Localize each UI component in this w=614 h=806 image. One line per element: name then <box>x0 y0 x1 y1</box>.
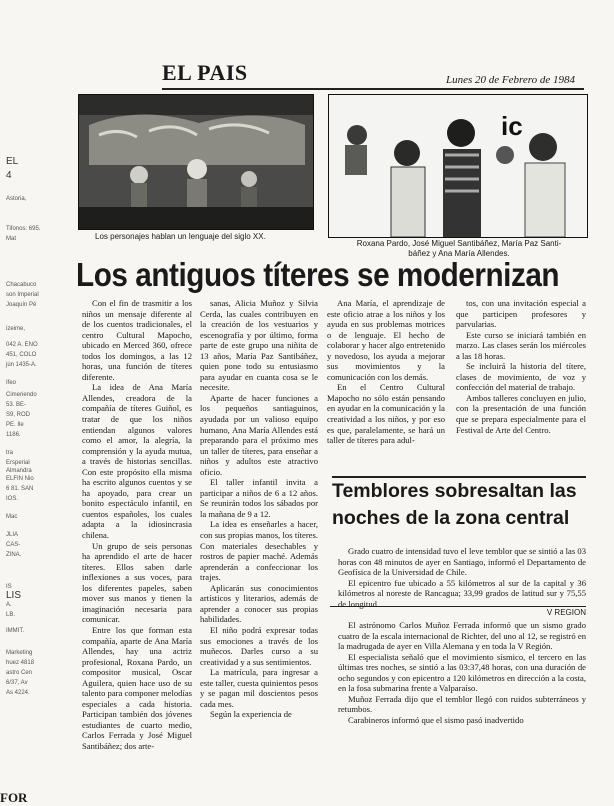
paragraph: Carabineros informó que el sismo pasó inadvertido <box>348 714 524 725</box>
paragraph: Ana María, el aprendizaje de este oficio atrae a los niños y los ayuda en sus problemas motrices o de lenguaje. El hecho de colaborar y hacer algo entretenido y novedoso, los ayuda a mejorar sus movimientos y la comunicación con los demás. <box>327 298 445 382</box>
left-strip-fragment: Astoria, <box>6 196 27 202</box>
left-strip-fragment: Tifonos: 695. <box>6 226 41 232</box>
left-strip-fragment: ZINA. <box>6 552 22 558</box>
left-strip-fragment: IS <box>6 584 12 590</box>
dateline: Lunes 20 de Febrero de 1984 <box>446 74 576 86</box>
quake-headline-line-1: Temblores sobresaltan las <box>332 480 577 502</box>
left-strip-fragment: 53. BE- <box>6 402 27 408</box>
article-column-3 <box>327 298 445 446</box>
paragraph: Muñoz Ferrada dijo que el temblor llegó con ruidos subterráneos y retumbos. <box>338 693 586 715</box>
left-strip-fragment: astro Cen <box>6 670 33 676</box>
left-strip-fragment: 042 A. ENO <box>6 342 38 348</box>
right-caption-line-2: báñez y Ana María Allendes. <box>408 249 510 258</box>
left-strip-fragment: jún 1435-A. <box>6 362 37 368</box>
left-strip-fragment: EL <box>6 156 19 167</box>
article-column-1 <box>82 298 192 752</box>
paragraph: Aplicarán sus conocimientos artísticos y literarios, además de aprender a conocer sus propias habilidades. <box>200 582 318 625</box>
left-strip-fragment: 6 81. SAN <box>6 486 34 492</box>
left-strip-fragment: huez 4818 <box>6 660 35 666</box>
section-label-v-region: V REGION <box>330 606 586 617</box>
right-caption-line-1: Roxana Pardo, José Miguel Santibáñez, María Paz Santi- <box>356 239 562 248</box>
left-strip-fragment: Joaquín Pé <box>6 302 37 308</box>
paragraph: Con el fin de trasmitir a los niños un mensaje diferente al de los cuentos tradicionales, el centro Cultural Mapocho, ubicado en Merced 360, ofrece todos los domingos, a las 12 horas, una función de títeres diferente. <box>82 298 192 382</box>
left-strip-fragment: Chacabuco <box>6 282 37 288</box>
left-strip-fragment: Ersperial <box>6 460 30 466</box>
left-strip-fragment: As 4224. <box>6 690 30 696</box>
masthead: EL PAIS <box>162 60 248 85</box>
left-strip-fragment: Marketing <box>6 650 33 656</box>
article-headline: Los antiguos títeres se modernizan <box>76 256 560 293</box>
quake-lead <box>338 546 586 609</box>
paragraph: Aparte de hacer funciones a los pequeños santiaguinos, ayudada por un valioso equipo humano, Ana María Allendes está preparando para el próximo mes un taller de títeres, para enseñar a niños y adultos este atractivo oficio. <box>200 392 318 477</box>
left-strip-fragment: 4 <box>6 170 12 181</box>
left-strip-fragment: PE. Ile <box>6 422 24 428</box>
paragraph: Un grupo de seis personas ha aprendido el arte de hacer títeres. Ellos saben darle inflexiones a sus voces, para los diferentes papeles, saben mover sus manos y tienen la imaginación necesaria para comunicar. <box>82 540 192 625</box>
paragraph: En el Centro Cultural Mapocho no sólo están pensando en ayudar en la comunicación y la creatividad a los niños, y por eso es que, paralelamente, se hará un taller de títeres para adul- <box>327 382 445 446</box>
left-photo-caption: Los personajes hablan un lenguaje del siglo XX. <box>95 232 266 241</box>
left-strip-fragment: Ifeo <box>6 380 17 386</box>
puppet-show-photo <box>78 94 314 230</box>
article-column-2 <box>200 298 318 720</box>
left-strip-fragment: JLIA <box>6 532 19 538</box>
paragraph: El especialista señaló que el movimiento sísmico, el tercero en las últimas tres noches, se sintió a las 03:37,48 horas, con una duración de ocho segundos y con epicentro a 120 kilómetros en dirección a la costa, en la fosa submarina frente a Valparaíso. <box>338 651 586 694</box>
troupe-members-photo <box>328 94 588 238</box>
paragraph: El taller infantil invita a participar a niños de 6 a 12 años. Se reunirán todos los sábados por la mañana de 9 a 12. <box>200 477 318 519</box>
left-strip-fragment: Mac <box>6 514 18 520</box>
left-strip-fragment: LB. <box>6 612 16 618</box>
quake-headline <box>332 476 586 538</box>
paragraph: El epicentro fue ubicado a 55 kilómetros al sur de la capital y 36 kilómetros al noreste de Rancagua; 33,99 grados de latitud sur y 75,55 de longitud. <box>338 577 586 609</box>
paragraph: El astrónomo Carlos Muñoz Ferrada informó que un sismo grado cuatro de la escala internacional de Richter, del uno al 12, se registró en la madrugada de ayer en Villa Alemana y en toda la V Región. <box>338 620 586 652</box>
left-strip-fragment: Cimeriendo <box>6 392 37 398</box>
left-strip-fragment: 1186. <box>6 432 21 438</box>
quake-headline-line-2: noches de la zona central <box>332 507 570 529</box>
paragraph: sanas, Alicia Muñoz y Silvia Cerda, las cuales contribuyen en la creación de los vestuarios y escenografía y por último, forma parte de este grupo una niñita de 13 años, María Paz Santibáñez, quien pone todo su entusiasmo para ayudar en cuanta cosa se le necesite. <box>200 298 318 393</box>
left-strip-fragment: izeime, <box>6 326 26 332</box>
left-strip-fragment: tra <box>6 450 14 456</box>
left-strip-fragment: Mat <box>6 236 17 242</box>
footer-fragment: FOR <box>0 790 28 805</box>
paragraph: La idea es enseñarles a hacer, con sus propias manos, los títeres. Con materiales desechables y rostros de papier maché. Además aprenderán a confeccionar los trajes. <box>200 519 318 583</box>
left-strip-fragment: CAS- <box>6 542 21 548</box>
left-strip-fragment: IOS. <box>6 496 19 502</box>
paragraph: Ambos talleres concluyen en julio, con la presentación de una función que se prepara especialmente para el Festival de Arte del Centro. <box>456 392 586 435</box>
left-strip-fragment: 451, COLO <box>6 352 37 358</box>
left-strip-fragment: IMMIT. <box>6 628 24 634</box>
paragraph: Grado cuatro de intensidad tuvo el leve temblor que se sintió a las 03 horas con 48 minutos de ayer en Santiago, informó el Departamento de Geofísica de la Universidad de Chile. <box>338 546 586 578</box>
left-strip-fragment: S9, ROD <box>6 412 31 418</box>
left-strip-fragment: A. <box>6 602 12 608</box>
svg-text:ic: ic <box>501 111 523 141</box>
masthead-rule <box>162 88 584 90</box>
paragraph: Se incluirá la historia del títere, clases de movimiento, de voz y confección del material de trabajo. <box>456 361 586 393</box>
paragraph: La matrícula, para ingresar a este taller, cuesta quinientos pesos y se pagan mil doscientos pesos cada mes. <box>200 667 318 709</box>
left-strip-fragment: ELFIN Nio <box>6 476 34 482</box>
left-strip-fragment: Almandra <box>6 468 32 474</box>
paragraph: Entre los que forman esta compañía, aparte de Ana María Allendes, hay una actriz profesional, Roxana Pardo, un compositor musical, Oscar Aguilera, quien hace uso de su talento para componer melodías especiales a cada historia. Participan también dos jóvenes estudiantes de cuarto medio, Carlos Ferrada y José Miguel Santibáñez; dos arte- <box>82 624 193 751</box>
quake-body <box>338 620 586 725</box>
left-strip-fragment: LIS <box>6 590 22 601</box>
paragraph: La idea de Ana María Allendes, creadora de la compañía de títeres Guiñol, es tratar de que los niños entiendan algunos valores como el amor, la alegría, la comprensión y la ayuda mutua, a través de historias sencillas. Con este propósito ella misma ha escrito algunos cuentos y se ha apoyado, para crear un bonito espectáculo infantil, en cuentos españoles, los cuales adapta a la idiosincrasia chilena. <box>82 382 192 541</box>
paragraph: El niño podrá expresar todas sus emociones a través de los muñecos. Darles curso a su creatividad y a sus sentimientos. <box>200 624 318 667</box>
left-strip-fragment: son Imperial <box>6 292 39 298</box>
paragraph: Según la experiencia de <box>210 709 292 720</box>
left-strip-fragments <box>0 0 78 800</box>
left-strip-fragment: 6/37, Av <box>6 680 28 686</box>
paragraph: Este curso se iniciará también en marzo. Las clases serán los miércoles a las 18 horas. <box>456 329 586 361</box>
paragraph: tos, con una invitación especial a que participen profesores y parvularias. <box>456 298 586 330</box>
article-column-4 <box>456 298 586 435</box>
